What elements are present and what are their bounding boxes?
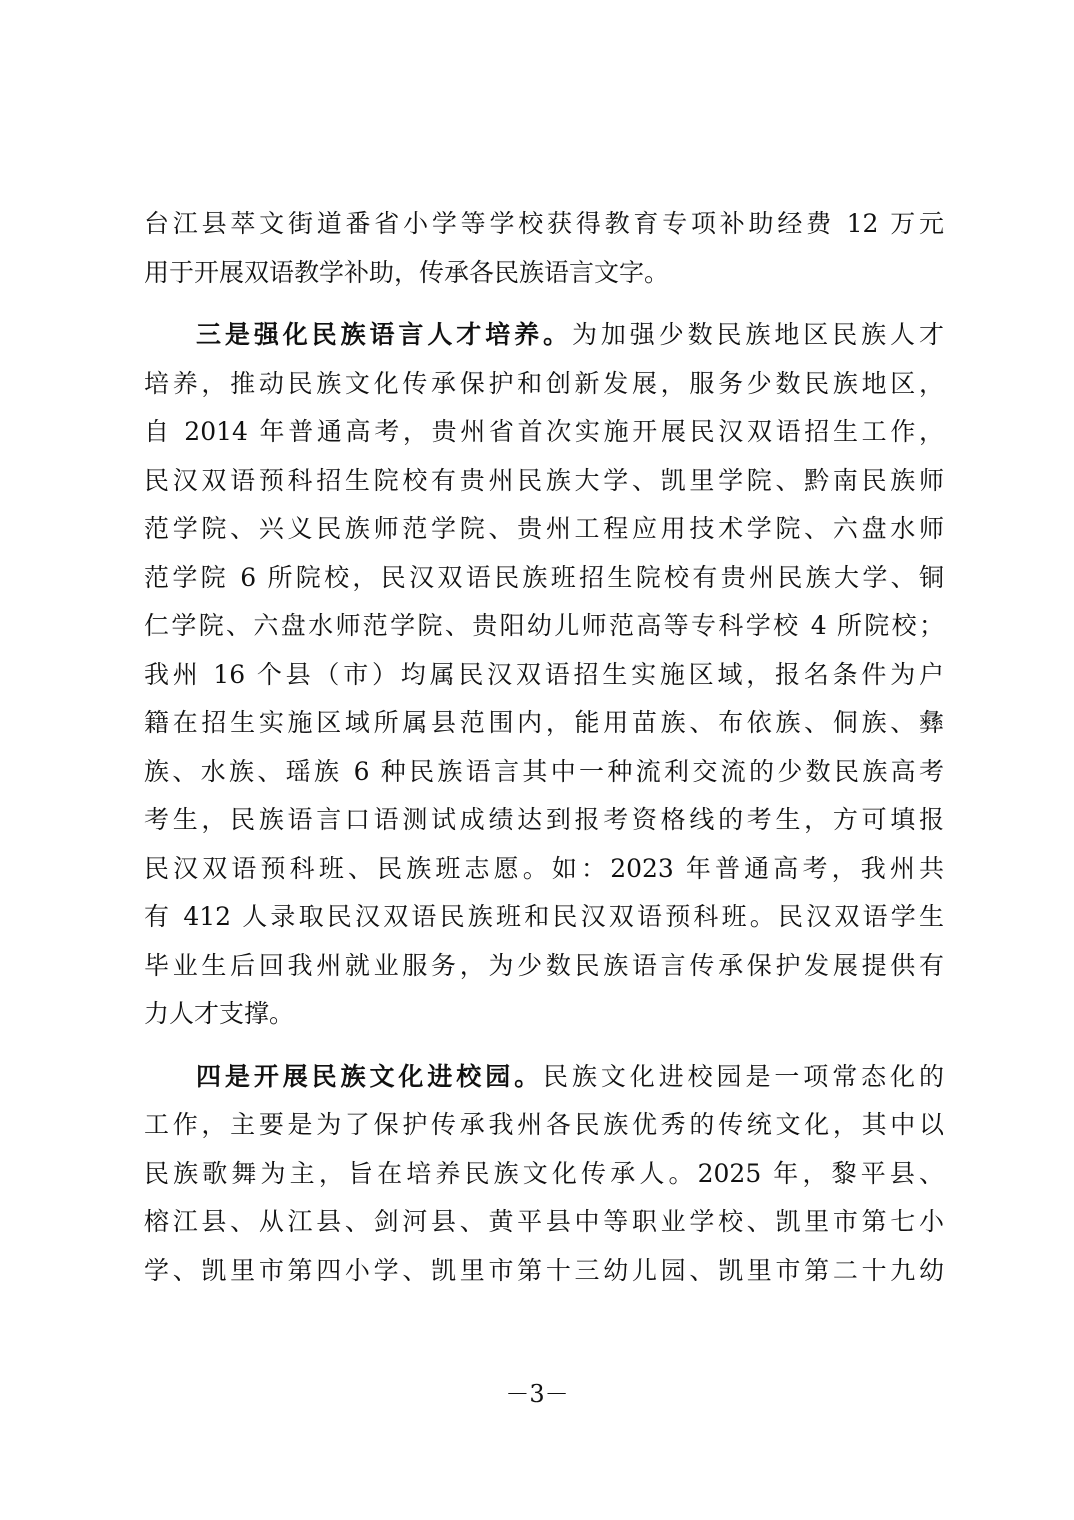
text-line: 有 412 人录取民汉双语民族班和民汉双语预科班。民汉双语学生 (144, 902, 944, 931)
text-span: 为加强少数民族地区民族人才 (571, 320, 944, 349)
page-number: －3－ (505, 1380, 569, 1408)
paragraph-1 (144, 200, 944, 297)
paragraph-3 (144, 1053, 944, 1296)
text-line: 毕业生后回我州就业服务，为少数民族语言传承保护发展提供有 (144, 950, 944, 980)
text-line: 范学院、兴义民族师范学院、贵州工程应用技术学院、六盘水师 (144, 514, 944, 543)
paragraph-lead-heading: 四是开展民族文化进校园。 (196, 1061, 544, 1091)
text-line: 力人才支撑。 (144, 999, 295, 1028)
text-line: 族、水族、瑶族 6 种民族语言其中一种流利交流的少数民族高考 (144, 756, 944, 786)
text-line (144, 1053, 944, 1102)
text-line: 考生，民族语言口语测试成绩达到报考资格线的考生，方可填报 (144, 805, 944, 834)
text-line: 培养，推动民族文化传承保护和创新发展，服务少数民族地区， (144, 368, 944, 398)
text-line: 台江县萃文街道番省小学等学校获得教育专项补助经费 12 万元 (144, 209, 944, 238)
document-body (144, 200, 944, 1295)
text-line: 榕江县、从江县、剑河县、黄平县中等职业学校、凯里市第七小 (144, 1207, 944, 1236)
text-line: 民汉双语预科招生院校有贵州民族大学、凯里学院、黔南民族师 (144, 465, 944, 495)
text-line (144, 311, 944, 360)
text-line: 民汉双语预科班、民族班志愿。如：2023 年普通高考，我州共 (144, 853, 944, 883)
text-line: 仁学院、六盘水师范学院、贵阳幼儿师范高等专科学校 4 所院校； (144, 611, 944, 640)
text-line: 自 2014 年普通高考，贵州省首次实施开展民汉双语招生工作， (144, 417, 944, 446)
text-line: 范学院 6 所院校，民汉双语民族班招生院校有贵州民族大学、铜 (144, 562, 944, 592)
text-line: 工作，主要是为了保护传承我州各民族优秀的传统文化，其中以 (144, 1110, 944, 1139)
paragraph-lead-heading: 三是强化民族语言人才培养。 (196, 320, 572, 349)
text-span: 民族文化进校园是一项常态化的 (543, 1061, 944, 1091)
text-line: 民族歌舞为主，旨在培养民族文化传承人。2025 年，黎平县、 (144, 1158, 944, 1188)
paragraph-2 (144, 311, 944, 1039)
text-line: 用于开展双语教学补助，传承各民族语言文字。 (144, 257, 670, 287)
text-line: 籍在招生实施区域所属县范围内，能用苗族、布依族、侗族、彝 (144, 708, 944, 737)
text-line: 学、凯里市第四小学、凯里市第十三幼儿园、凯里市第二十九幼 (144, 1255, 944, 1285)
text-line: 我州 16 个县（市）均属民汉双语招生实施区域，报名条件为户 (144, 659, 944, 689)
